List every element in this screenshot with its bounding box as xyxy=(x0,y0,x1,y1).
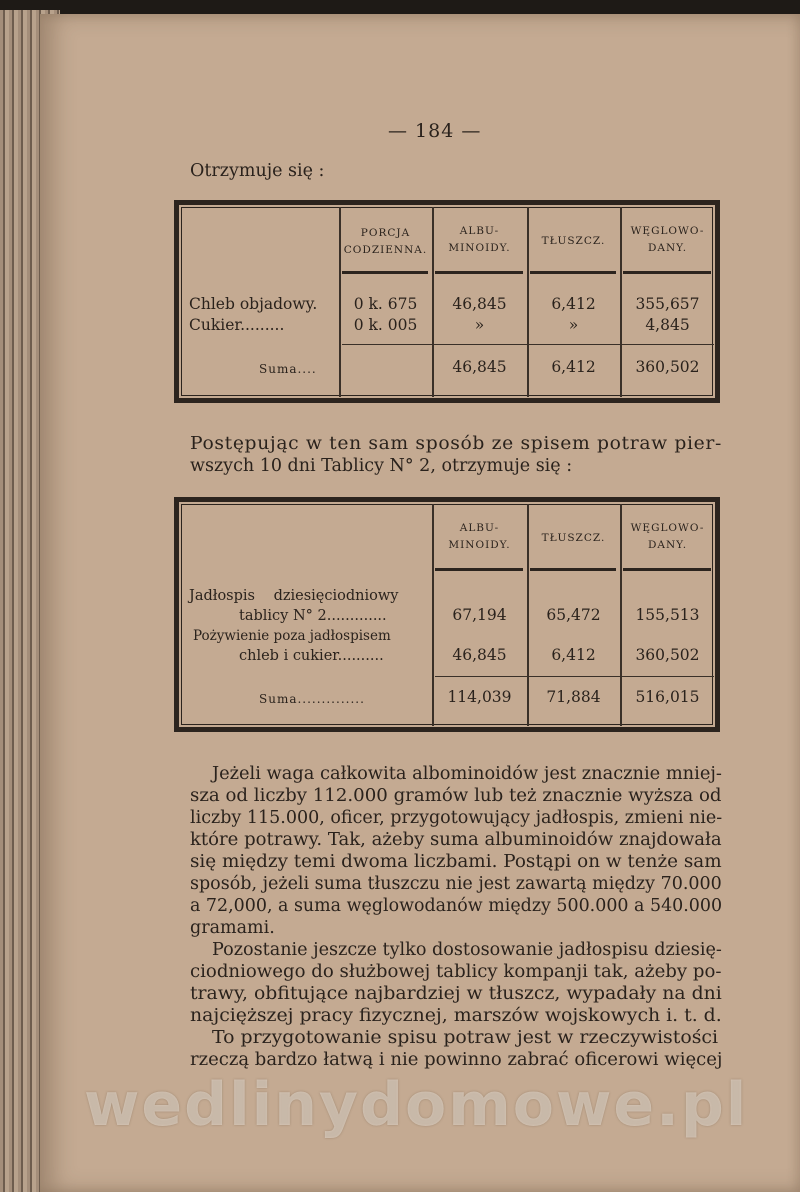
cell-albuminoidy: » xyxy=(474,316,485,334)
header-weglowodany: WĘGLOWO- DANY. xyxy=(630,225,705,254)
sum-tluszcz: 6,412 xyxy=(551,358,596,376)
row-label: Pożywienie poza jadłospisem xyxy=(193,628,391,644)
body-line: a 72,000, a suma węglowodanów między 500.000 a 540.000 xyxy=(190,896,723,916)
sum-albuminoidy: 114,039 xyxy=(447,688,512,706)
header-albuminoidy: ALBU- MINOIDY. xyxy=(448,225,511,254)
body-line: To przygotowanie spisu potraw jest w rzeczywistości xyxy=(212,1028,719,1048)
cell-albuminoidy: 67,194 xyxy=(452,606,507,624)
row-label: Chleb objadowy. xyxy=(189,295,318,313)
cell-albuminoidy: 46,845 xyxy=(452,646,507,664)
sum-weglowodany: 516,015 xyxy=(635,688,700,706)
cell-porcja: 0 k. 675 xyxy=(353,295,418,313)
cell-tluszcz: » xyxy=(568,316,579,334)
watermark: wedlinydomowe.pl xyxy=(84,1070,749,1140)
body-line: trawy, obfitujące najbardziej w tłuszcz, wypadały na dni xyxy=(190,984,722,1004)
body-line: Pozostanie jeszcze tylko dostosowanie jadłospisu dziesię- xyxy=(212,940,722,960)
body-line: liczby 115.000, oficer, przygotowujący jadłospis, zmieni nie- xyxy=(190,808,723,828)
cell-weglowodany: 155,513 xyxy=(635,606,700,624)
sum-label: Suma.............. xyxy=(259,692,365,706)
body-line: sposób, jeżeli suma tłuszczu nie jest zawartą między 70.000 xyxy=(190,874,722,894)
nutrition-table-2 xyxy=(174,497,720,732)
sum-albuminoidy: 46,845 xyxy=(452,358,507,376)
header-weglowodany: WĘGLOWO- DANY. xyxy=(630,522,705,551)
row-label: Jadłospis dziesięciodniowy xyxy=(189,588,399,604)
header-porcja: PORCJA CODZIENNA. xyxy=(343,227,428,256)
body-line: sza od liczby 112.000 gramów lub też znacznie wyższa od xyxy=(190,786,722,806)
paragraph-line: Postępując w ten sam sposób ze spisem potraw pier- xyxy=(190,434,722,454)
intro-text: Otrzymuje się : xyxy=(190,161,325,181)
cell-tluszcz: 6,412 xyxy=(551,646,596,664)
cell-albuminoidy: 46,845 xyxy=(452,295,507,313)
body-line: najcięższej pracy fizycznej, marszów wojskowych i. t. d. xyxy=(190,1006,722,1026)
row-label: chleb i cukier.......... xyxy=(239,648,384,664)
cell-tluszcz: 65,472 xyxy=(546,606,601,624)
header-tluszcz: TŁUSZCZ. xyxy=(541,235,606,247)
body-line: Jeżeli waga całkowita albominoidów jest znacznie mniej- xyxy=(212,764,722,784)
body-line: rzeczą bardzo łatwą i nie powinno zabrać oficerowi więcej xyxy=(190,1050,723,1070)
header-albuminoidy: ALBU- MINOIDY. xyxy=(448,522,511,551)
cell-weglowodany: 355,657 xyxy=(635,295,700,313)
cell-weglowodany: 360,502 xyxy=(635,646,700,664)
cell-porcja: 0 k. 005 xyxy=(353,316,418,334)
cell-weglowodany: 4,845 xyxy=(645,316,690,334)
body-line: gramami. xyxy=(190,918,275,938)
page-number: — 184 — xyxy=(388,120,482,142)
row-label: tablicy N° 2............. xyxy=(239,608,387,624)
body-line: ciodniowego do służbowej tablicy kompanji tak, ażeby po- xyxy=(190,962,722,982)
sum-label: Suma.... xyxy=(259,362,317,376)
header-tluszcz: TŁUSZCZ. xyxy=(541,532,606,544)
sum-tluszcz: 71,884 xyxy=(546,688,601,706)
cell-tluszcz: 6,412 xyxy=(551,295,596,313)
nutrition-table-1 xyxy=(174,200,720,403)
paragraph-line: wszych 10 dni Tablicy N° 2, otrzymuje się : xyxy=(190,456,573,476)
body-line: które potrawy. Tak, ażeby suma albuminoidów znajdowała xyxy=(190,830,722,850)
sum-weglowodany: 360,502 xyxy=(635,358,700,376)
row-label: Cukier......... xyxy=(189,316,285,334)
body-line: się między temi dwoma liczbami. Postąpi on w tenże sam xyxy=(190,852,722,872)
